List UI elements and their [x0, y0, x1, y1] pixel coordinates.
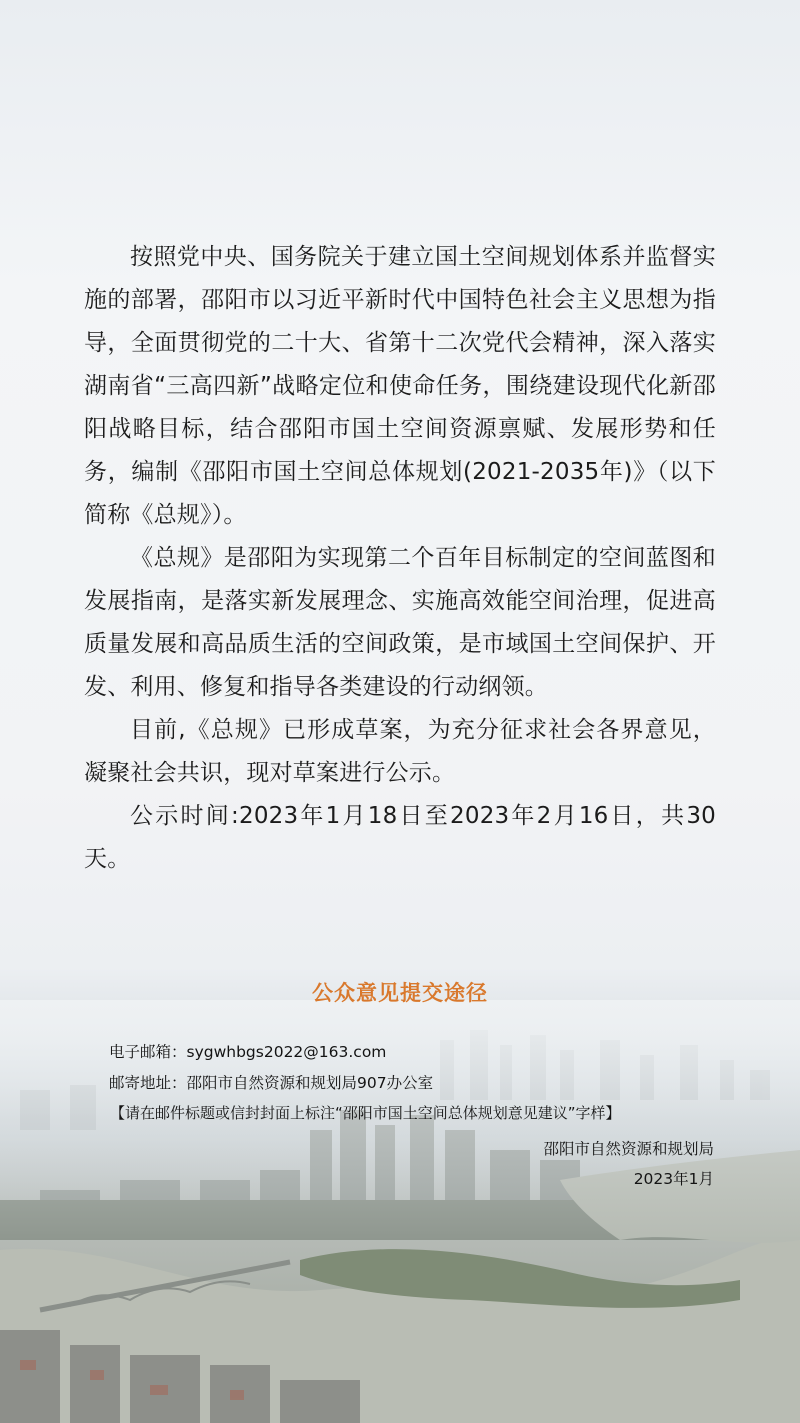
- issue-date: 2023年1月: [633, 1170, 714, 1188]
- mailing-address-line: 邮寄地址：邵阳市自然资源和规划局907办公室: [109, 1074, 434, 1092]
- plan-description-paragraph: 《总规》是邵阳为实现第二个百年目标制定的空间蓝图和发展指南，是落实新发展理念、实施高效能空间治理，促进高质量发展和高品质生活的空间政策，是市域国土空间保护、开发、利用、修复和指导各类建设的行动纲领。: [84, 545, 716, 700]
- intro-paragraph: 按照党中央、国务院关于建立国土空间规划体系并监督实施的部署，邵阳市以习近平新时代中国特色社会主义思想为指导，全面贯彻党的二十大、省第十二次党代会精神，深入落实湖南省“三高四新”战略定位和使命任务，围绕建设现代化新邵阳战略目标，结合邵阳市国土空间资源禀赋、发展形势和任务，编制《邵阳市国土空间总体规划(2021-2035年)》（以下简称《总规》）。: [84, 244, 716, 528]
- feedback-section-title: 公众意见提交途径: [312, 981, 488, 1005]
- publicity-period-paragraph: 公示时间:2023年1月18日至2023年2月16日，共30天。: [84, 803, 716, 872]
- status-paragraph: 目前,《总规》已形成草案，为充分征求社会各界意见，凝聚社会共识，现对草案进行公示。: [84, 717, 716, 786]
- issuer-name: 邵阳市自然资源和规划局: [543, 1140, 714, 1158]
- email-line: 电子邮箱：sygwhbgs2022@163.com: [109, 1043, 387, 1061]
- subject-note-line: 【请在邮件标题或信封封面上标注“邵阳市国土空间总体规划意见建议”字样】: [110, 1104, 621, 1122]
